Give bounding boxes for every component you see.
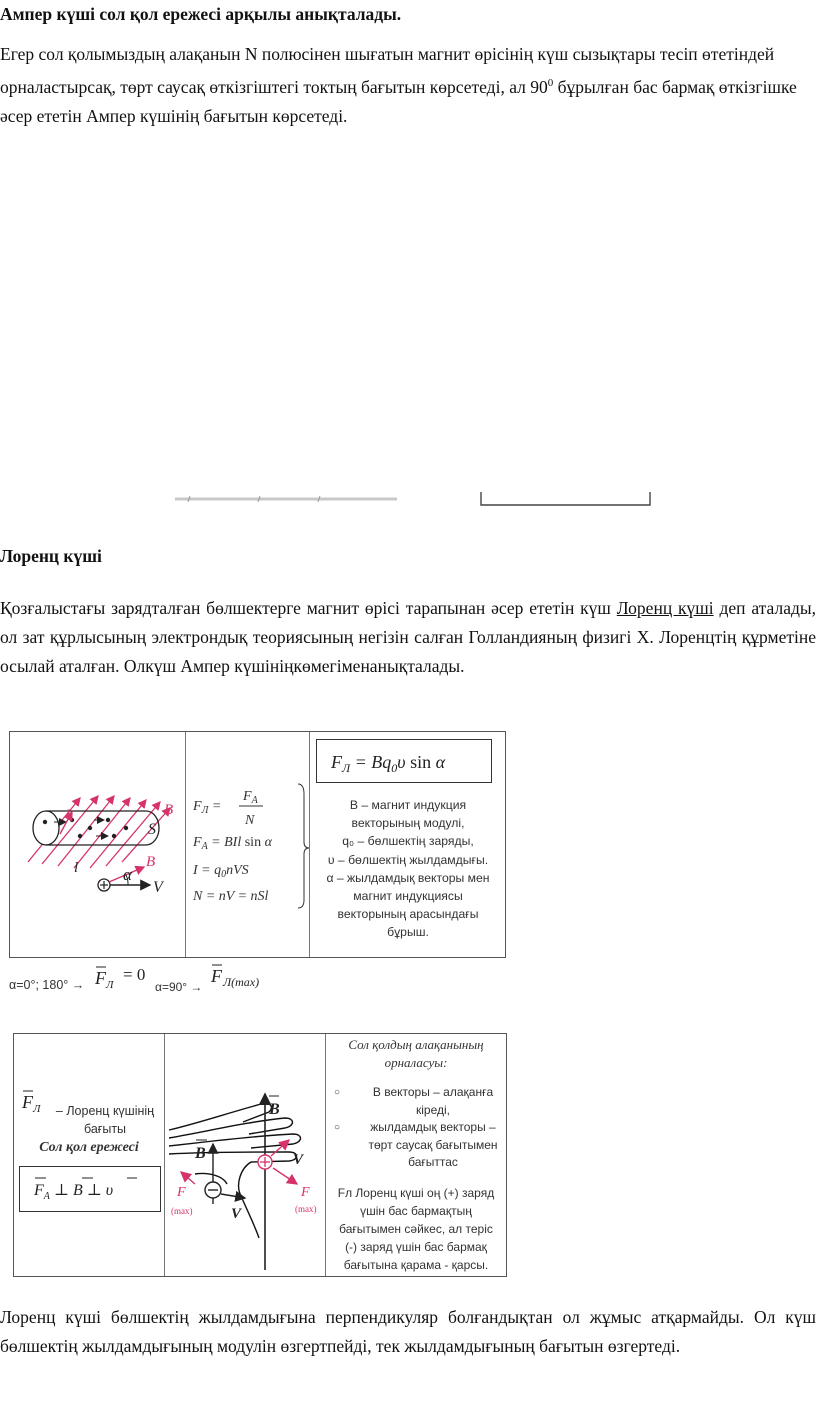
cond-max-label: α=90° → (155, 980, 203, 994)
bullet-icon: ○ (334, 1122, 341, 1133)
main-formula-box (316, 739, 492, 783)
left-hand-drawing (165, 1034, 325, 1276)
svg-text:F: F (177, 1185, 186, 1200)
cond-zero-label: α=0°; 180° → (9, 978, 85, 992)
conductor-field-drawing (10, 732, 185, 957)
label-l: l (74, 860, 79, 876)
angle-conditions (9, 958, 309, 996)
svg-text:FA: $F_A$ (243, 789, 258, 806)
lorentz-direction-caption: – Лоренц күшінің бағыты (55, 1104, 155, 1136)
svg-text:(max): (max) (295, 1204, 317, 1214)
bullet-icon: ○ (334, 1087, 341, 1098)
palm-position-title: Сол қолдың алақанының орналасуы: (348, 1037, 484, 1070)
svg-text:I = q0nVS: $I = q_0nVS$ (193, 863, 249, 880)
svg-text:FЛ: $F_Л$ (22, 1092, 41, 1115)
svg-text:B: B (146, 854, 156, 870)
svg-text:F: F (301, 1185, 310, 1200)
lorentz-paragraph: Қозғалыстағы зарядталған бөлшектерге магнит өрісі тарапынан әсер ететін күш Лоренц күші деп аталады, ол зат құрлысының электрондық теориясының негізін салған Голландияның физигі Х. Лоренцтің құрметіне осылай аталған. Олкүш Ампер күшініңкөмегіменанықталады. (0, 598, 816, 676)
label-b: B (164, 802, 174, 818)
cond-max-sub: Л(max) (223, 975, 260, 989)
svg-text:N = nV = nSl: N = nV = nSl (193, 889, 269, 904)
missing-figure-remnant (170, 492, 660, 508)
perpendicular-formula-box (19, 1166, 161, 1212)
svg-text:V: V (231, 1206, 242, 1222)
svg-text:FЛ: $F_Л$ (95, 968, 114, 991)
lorentz-derivation-figure (9, 731, 506, 958)
lorentz-force-link[interactable]: Лоренц күші (616, 598, 714, 618)
label-i: I (66, 806, 71, 821)
svg-text:F: F (211, 966, 222, 986)
ampere-paragraph: Егер сол қолымыздың алақанын N полюсінен шығатын магнит өрісінің күш сызықтары тесіп өтетіндей орналастырсақ, төрт саусақ өткізгіштегі токтың бағытын көрсетеді, ал $90^0$ бұрылған бас бармақ өткізгішке әсер ететін Ампер күшінің бағытын көрсетеді. (0, 44, 797, 126)
list-item: ○ жылдамдық векторы – төрт саусақ бағытымен бағыттас (334, 1120, 498, 1169)
lorentz-heading: Лоренц күші (0, 546, 102, 566)
formula-column (185, 732, 310, 957)
variable-description: B – магнит индукция векторының модулі, q₀ – бөлшектің заряды, υ – бөлшектің жылдамдығы. α – жылдамдық векторы мен магнит индукциясы векторының арасындағы бұрыш. (326, 798, 490, 940)
charge-sign-note: Fл Лоренц күші оң (+) заряд үшін бас бармақтың бағытымен сәйкес, ал теріс (-) заряд үшін бас бармақ бағытына қарама - қарсы. (337, 1186, 495, 1272)
degree-superscript: 0 (547, 77, 554, 89)
label-alpha: α (123, 865, 132, 884)
svg-text:FA = BIl sin α: $F_A$ = BIl sin α (193, 835, 272, 852)
svg-text:FЛ =: $F_Л$ = (193, 799, 222, 816)
svg-text:B: B (195, 1145, 206, 1162)
closing-paragraph: Лоренц күші бөлшектің жылдамдығына перпендикуляр болғандықтан ол жұмыс атқармайды. Ол күш бөлшектің жылдамдығының модулін өзгертпейді, тек жылдамдығының бағытын өзгертеді. (0, 1307, 816, 1356)
svg-text:(max): (max) (171, 1206, 193, 1216)
svg-text:V: V (293, 1152, 304, 1168)
list-item: ○ В векторы – алақанға кіреді, (334, 1085, 494, 1117)
ampere-heading: Ампер күші сол қол ережесі арқылы анықталады. (0, 4, 402, 24)
svg-text:N: N (245, 813, 255, 828)
svg-text:B: B (269, 1101, 280, 1118)
cond-zero-value: = 0 (123, 965, 146, 984)
label-v: V (153, 879, 163, 896)
label-s: S (148, 821, 156, 838)
left-hand-rule-figure (13, 1033, 507, 1277)
palm-rules-list (330, 1084, 506, 1172)
svg-text:FЛ = Bq0υ sin α: $F_Л = Bq_0\upsilon$ sin α (331, 752, 446, 775)
svg-text:FA ⊥ B ⊥ υ: $F_A$ ⊥ B ⊥ υ (34, 1182, 114, 1202)
rule-title: Сол қол ережесі (39, 1140, 139, 1155)
